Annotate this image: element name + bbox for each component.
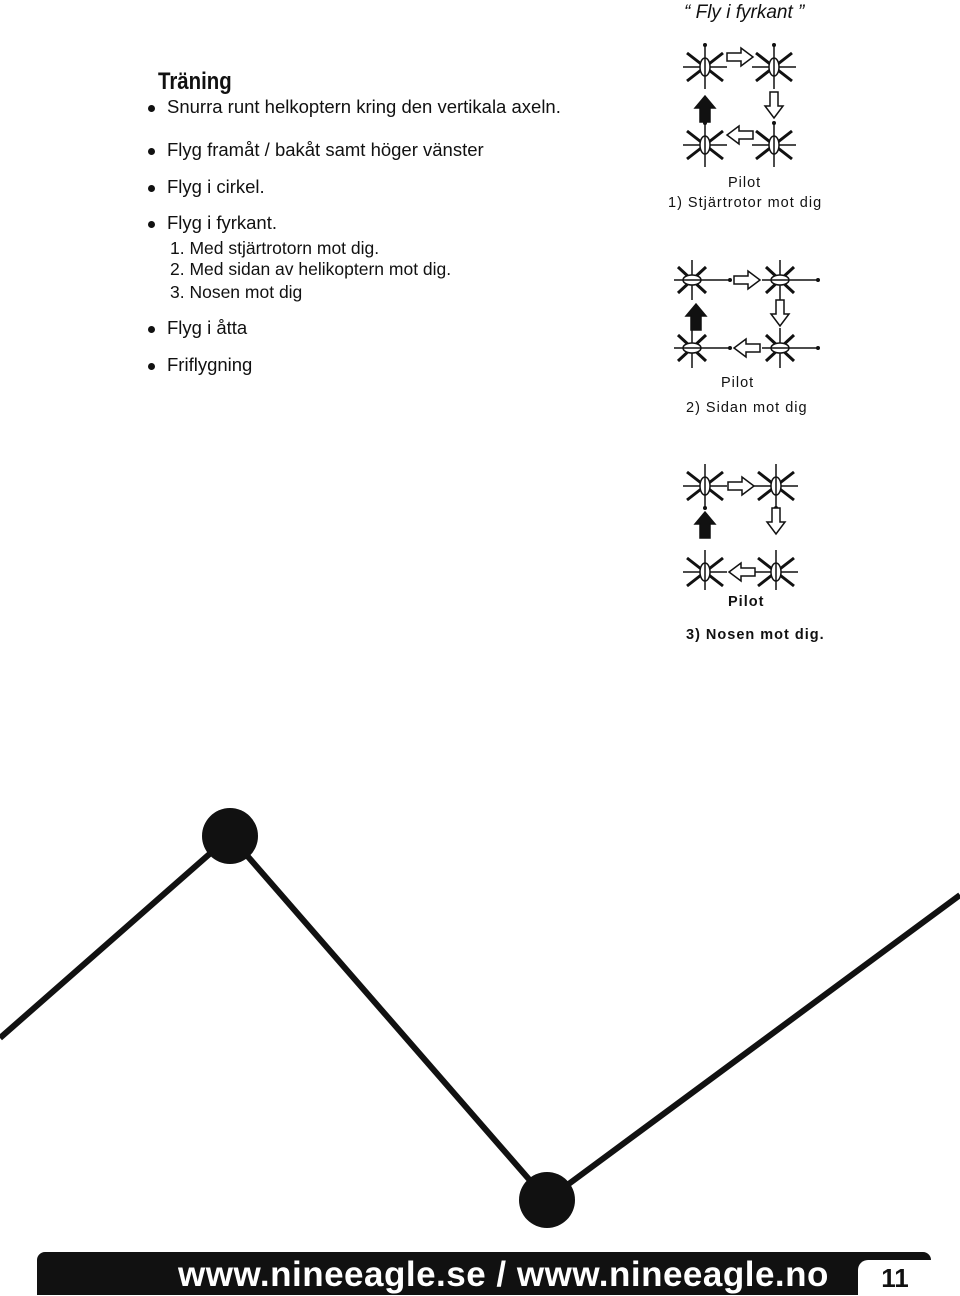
list-item: Friflygning [148,354,252,376]
bullet-icon [148,363,155,370]
helicopter-icon [752,43,796,89]
sub-item: 3. Nosen mot dig [170,282,303,302]
helicopter-icon [754,464,798,510]
sub-item: 2. Med sidan av helikoptern mot dig. [170,259,452,279]
arrow-up-icon [686,304,706,330]
pilot-label: Pilot [721,375,755,391]
helicopter-icon [683,464,727,510]
decorative-zigzag [0,780,960,1260]
list-item: Flyg i fyrkant. [148,212,277,234]
diagram-caption: 3) Nosen mot dig. [686,627,825,643]
helicopter-icon [674,260,732,300]
arrow-left-icon [727,126,753,144]
footer-url: www.nineeagle.se / www.nineeagle.no [178,1255,829,1294]
helicopter-icon [754,550,798,590]
pilot-label: Pilot [728,175,762,191]
diagram-caption: 1) Stjärtrotor mot dig [668,195,823,211]
bullet-icon [148,105,155,112]
section-heading: Träning [158,68,232,95]
zigzag-node [202,808,258,864]
helicopter-icon [762,328,820,368]
helicopter-icon [683,550,727,590]
helicopter-icon [683,43,727,89]
arrow-up-icon [695,96,715,122]
list-item: Flyg i cirkel. [148,176,265,198]
bullet-icon [148,148,155,155]
diagram-side-toward-pilot [660,258,840,368]
arrow-down-icon [771,300,789,326]
bullet-icon [148,221,155,228]
sub-item: 1. Med stjärtrotorn mot dig. [170,238,380,258]
bullet-icon [148,185,155,192]
arrow-right-icon [728,477,754,495]
arrow-down-icon [767,508,785,534]
arrow-right-icon [727,48,753,66]
zigzag-node [519,1172,575,1228]
diagram-nose-toward-pilot [660,450,840,590]
arrow-down-icon [765,92,783,118]
diagram-caption: 2) Sidan mot dig [686,400,808,416]
pilot-label: Pilot [728,594,765,610]
diagram-tail-toward-pilot [660,40,840,180]
arrow-left-icon [734,339,760,357]
list-item: Flyg i åtta [148,317,247,339]
list-item: Snurra runt helkoptern kring den vertikala axeln. [148,96,561,118]
arrow-right-icon [734,271,760,289]
helicopter-icon [752,121,796,167]
arrow-up-icon [695,512,715,538]
arrow-left-icon [729,563,755,581]
figure-title: “ Fly i fyrkant ” [684,2,805,23]
page-number: 11 [858,1260,932,1295]
bullet-icon [148,326,155,333]
helicopter-icon [762,260,820,300]
helicopter-icon [674,328,732,368]
helicopter-icon [683,121,727,167]
list-item: Flyg framåt / bakåt samt höger vänster [148,139,484,161]
